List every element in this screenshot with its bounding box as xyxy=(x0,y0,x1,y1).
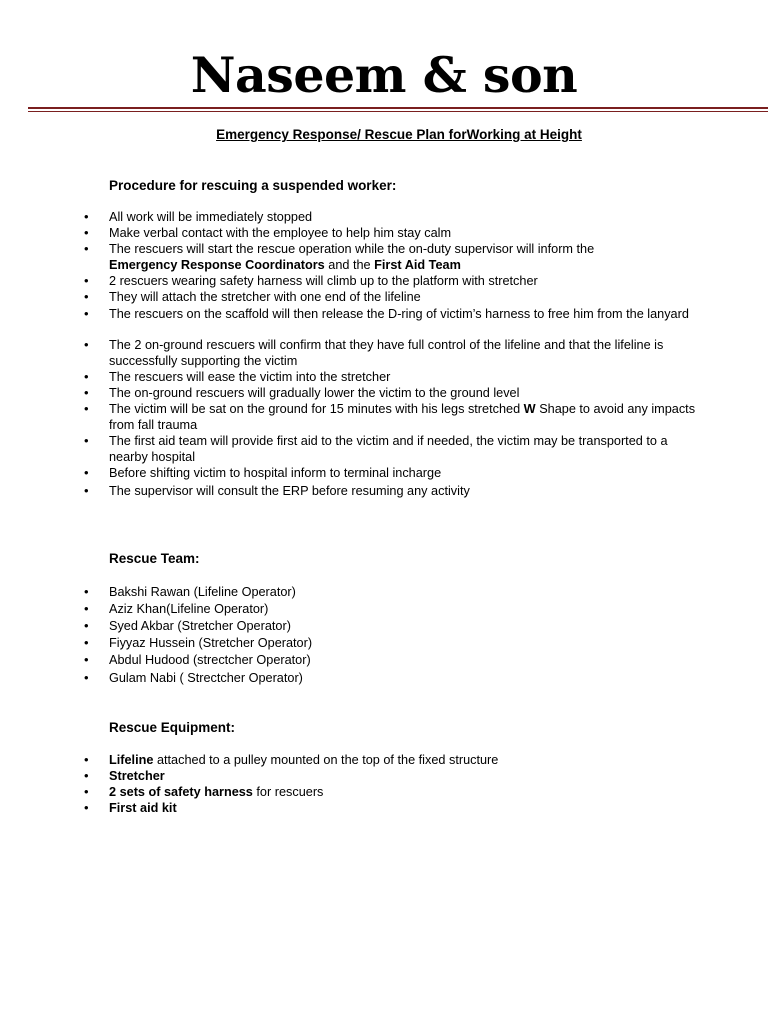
list-item: • Aziz Khan(Lifeline Operator) xyxy=(0,601,700,617)
list-item: • Gulam Nabi ( Strectcher Operator) xyxy=(0,670,700,686)
list-item: • Lifeline attached to a pulley mounted on the top of the fixed structure xyxy=(0,752,700,768)
list-item: • The supervisor will consult the ERP before resuming any activity xyxy=(0,483,700,499)
rescue-team-heading: Rescue Team: xyxy=(109,551,200,566)
header-rule-thin xyxy=(28,111,768,112)
rescue-team-list xyxy=(0,584,700,686)
document-title: Emergency Response/ Rescue Plan forWorking at Height xyxy=(216,127,582,142)
list-item: • Stretcher xyxy=(0,768,700,784)
list-item: • First aid kit xyxy=(0,800,700,816)
list-item: • Bakshi Rawan (Lifeline Operator) xyxy=(0,584,700,600)
procedure-heading: Procedure for rescuing a suspended worker: xyxy=(109,178,397,193)
list-item: • The victim will be sat on the ground for 15 minutes with his legs stretched W Shape to avoid any impacts from fall trauma xyxy=(0,401,700,433)
list-item: • The first aid team will provide first aid to the victim and if needed, the victim may be transported to a nearby hospital xyxy=(0,433,700,465)
list-item: • 2 rescuers wearing safety harness will climb up to the platform with stretcher xyxy=(0,273,700,289)
list-item: • The rescuers on the scaffold will then release the D-ring of victim’s harness to free him from the lanyard xyxy=(0,306,700,322)
company-name: Naseem & son xyxy=(190,46,578,104)
rescue-equipment-heading: Rescue Equipment: xyxy=(109,720,236,735)
list-item: • The rescuers will start the rescue operation while the on-duty supervisor will inform the Emergency Response Coordinators and the First Aid Team xyxy=(0,241,700,273)
list-item: • Fiyyaz Hussein (Stretcher Operator) xyxy=(0,635,700,651)
list-item: • All work will be immediately stopped xyxy=(0,209,700,225)
header-rule-thick xyxy=(28,107,768,109)
list-item: • 2 sets of safety harness for rescuers xyxy=(0,784,700,800)
rescue-equipment-list xyxy=(0,752,700,816)
list-item: • They will attach the stretcher with one end of the lifeline xyxy=(0,289,700,305)
list-item: • The on-ground rescuers will gradually lower the victim to the ground level xyxy=(0,385,700,401)
procedure-list xyxy=(0,209,700,499)
list-item: • Abdul Hudood (strectcher Operator) xyxy=(0,652,700,668)
list-item: • The 2 on-ground rescuers will confirm that they have full control of the lifeline and that the lifeline is successfully supporting the victim xyxy=(0,337,700,369)
list-item: • Make verbal contact with the employee to help him stay calm xyxy=(0,225,700,241)
list-item: • The rescuers will ease the victim into the stretcher xyxy=(0,369,700,385)
list-item: • Before shifting victim to hospital inform to terminal incharge xyxy=(0,465,700,481)
list-item: • Syed Akbar (Stretcher Operator) xyxy=(0,618,700,634)
